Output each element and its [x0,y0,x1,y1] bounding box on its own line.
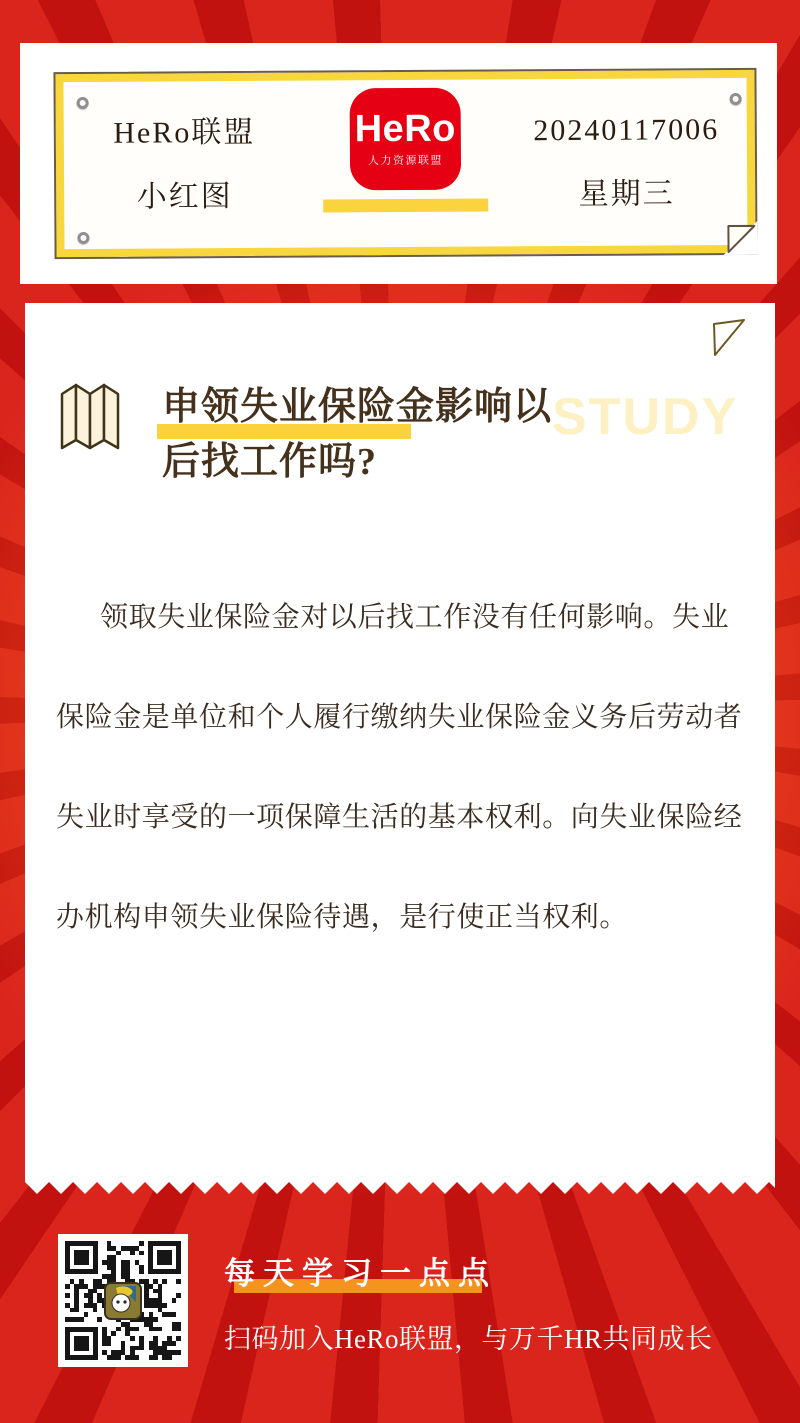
header-ticket [53,68,757,259]
title-line-1: 申领失业保险金影响以 [162,386,553,428]
qr-code [58,1234,188,1367]
body-line: 失业时享受的一项保障生活的基本权利。向失业保险经 [56,802,743,833]
ticket-left-column [55,73,313,258]
hero-logo [350,88,462,191]
ticket-fold-corner-icon [721,219,757,255]
article-body [56,599,756,999]
screw-icon [730,93,742,105]
logo-wordmark: HeRo [354,107,457,151]
cta-text: 扫码加入HeRo联盟，与万千HR共同成长 [224,1324,713,1354]
sawtooth-edge [25,1182,775,1194]
fold-corner-icon [712,319,746,357]
logo-underline [323,198,488,212]
screw-icon [77,232,89,244]
ticket-right-column [497,70,755,255]
header-card [20,43,777,284]
ticket-center-column [312,71,498,255]
slogan: 每天学习一点点 [224,1256,497,1291]
body-line: 领取失业保险金对以后找工作没有任何影响。失业 [100,602,730,633]
title-section [58,380,552,490]
qr-avatar [104,1282,142,1320]
article-title [162,380,552,490]
series-name: 小红图 [136,180,233,214]
study-watermark: STUDY [552,388,739,446]
weekday: 星期三 [578,177,675,211]
content-card [25,303,775,1182]
book-icon [58,380,122,450]
issue-number: 20240117006 [533,113,720,148]
title-line-2: 后找工作吗? [162,441,378,483]
body-line: 保险金是单位和个人履行缴纳失业保险金义务后劳动者 [56,702,743,733]
qr-finder-icon [65,1241,98,1274]
qr-finder-icon [148,1241,181,1274]
logo-subtitle: 人力资源联盟 [367,154,444,168]
org-name: HeRo联盟 [113,115,256,150]
screw-icon [77,97,89,109]
body-line: 办机构申领失业保险待遇，是行使正当权利。 [56,902,629,933]
qr-finder-icon [65,1327,98,1360]
